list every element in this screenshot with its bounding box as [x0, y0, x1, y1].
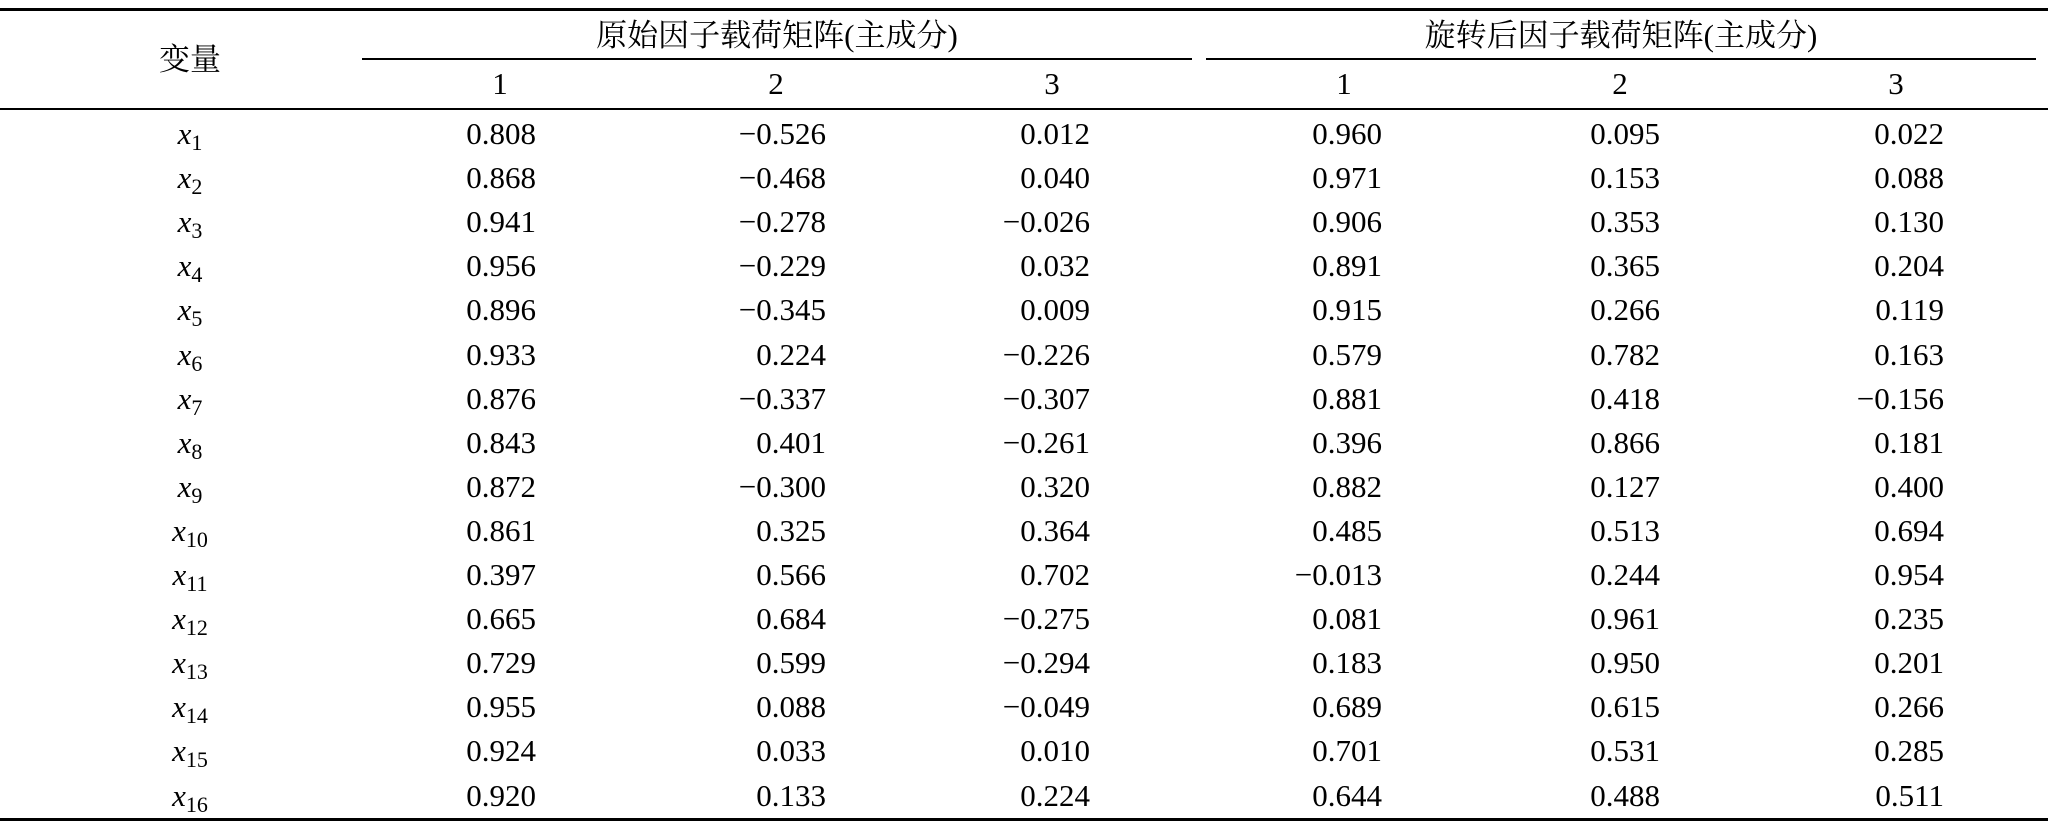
table-cell: 0.891	[1312, 248, 1382, 284]
table-cell: 0.566	[756, 557, 826, 592]
table-cell: 0.204	[1874, 248, 1944, 284]
group-header-rotated: 旋转后因子载荷矩阵(主成分)	[1424, 18, 1818, 53]
top-rule	[0, 8, 2048, 11]
table-cell: 0.513	[1590, 512, 1660, 548]
variable-symbol: x	[177, 336, 192, 372]
column-header: 1	[1336, 66, 1352, 101]
table-cell: 0.163	[1874, 336, 1944, 372]
column-header: 3	[1044, 66, 1060, 101]
table-cell: −0.226	[1002, 336, 1090, 372]
table-cell: 0.009	[1020, 292, 1090, 328]
table-cell: −0.278	[738, 204, 826, 240]
table-cell: 0.808	[466, 116, 536, 151]
table-cell: 0.684	[756, 601, 826, 637]
variable-subscript: 3	[191, 218, 203, 244]
variable-subscript: 5	[191, 306, 203, 332]
column-header: 2	[1612, 66, 1628, 101]
variable-subscript: 2	[191, 174, 203, 200]
table-cell: 0.127	[1590, 468, 1660, 504]
variable-subscript: 13	[185, 659, 208, 685]
table-cell: 0.599	[756, 645, 826, 681]
table-cell: −0.526	[738, 116, 826, 151]
table-cell: −0.307	[1002, 380, 1090, 416]
group-header-original: 原始因子载荷矩阵(主成分)	[596, 18, 958, 53]
table-cell: 0.915	[1312, 292, 1382, 328]
variable-symbol: x	[172, 777, 186, 813]
table-cell: −0.468	[738, 160, 826, 196]
table-cell: 0.032	[1020, 248, 1090, 284]
table-cell: 0.285	[1874, 733, 1944, 769]
column-header: 2	[768, 66, 784, 101]
table-cell: 0.702	[1020, 557, 1090, 592]
table-cell: 0.133	[756, 777, 826, 813]
table-cell: 0.081	[1312, 601, 1382, 637]
table-cell: 0.644	[1312, 777, 1382, 813]
table-cell: 0.896	[466, 292, 536, 328]
table-cell: 0.418	[1590, 380, 1660, 416]
table-cell: 0.956	[466, 248, 536, 284]
table-cell: 0.881	[1312, 380, 1382, 416]
variable-subscript: 7	[191, 394, 203, 420]
table-cell: 0.920	[466, 777, 536, 813]
table-cell: −0.229	[738, 248, 826, 284]
variable-symbol: x	[177, 160, 192, 196]
table-cell: 0.866	[1590, 424, 1660, 460]
table-cell: 0.615	[1590, 689, 1660, 725]
variable-symbol: x	[172, 557, 187, 592]
table-cell: 0.694	[1874, 512, 1944, 548]
table-cell: 0.933	[466, 336, 536, 372]
table-cell: 0.906	[1312, 204, 1382, 240]
table-cell: 0.224	[756, 336, 826, 372]
variable-subscript: 1	[191, 130, 203, 155]
table-cell: 0.325	[756, 512, 826, 548]
table-cell: −0.049	[1002, 689, 1090, 725]
table-cell: 0.861	[466, 512, 536, 548]
variable-subscript: 8	[191, 438, 203, 464]
table-cell: 0.701	[1312, 733, 1382, 769]
table-cell: 0.153	[1590, 160, 1660, 196]
table-cell: −0.300	[738, 468, 826, 504]
table-cell: 0.488	[1590, 777, 1660, 813]
table-cell: −0.345	[738, 292, 826, 328]
variable-symbol: x	[172, 512, 186, 548]
table-cell: −0.013	[1294, 557, 1382, 592]
table-cell: 0.266	[1874, 689, 1944, 725]
table-cell: 0.924	[466, 733, 536, 769]
table-cell: 0.022	[1874, 116, 1944, 151]
table-cell: 0.224	[1020, 777, 1090, 813]
variable-subscript: 6	[191, 350, 203, 376]
table-cell: 0.954	[1874, 557, 1944, 592]
table-cell: 0.119	[1875, 292, 1944, 328]
table-cell: 0.088	[1874, 160, 1944, 196]
table-cell: 0.531	[1590, 733, 1660, 769]
table-cell: −0.261	[1002, 424, 1090, 460]
group-right-underline	[1206, 58, 2036, 60]
table-cell: 0.782	[1590, 336, 1660, 372]
variable-symbol: x	[172, 733, 186, 769]
table-cell: 0.365	[1590, 248, 1660, 284]
table-cell: 0.868	[466, 160, 536, 196]
table-cell: 0.396	[1312, 424, 1382, 460]
variable-symbol: x	[172, 601, 186, 637]
table-cell: 0.665	[466, 601, 536, 637]
table-cell: 0.955	[466, 689, 536, 725]
variable-subscript: 11	[186, 571, 208, 596]
table-cell: 0.088	[756, 689, 826, 725]
table-cell: 0.320	[1020, 468, 1090, 504]
variable-symbol: x	[177, 292, 192, 328]
table-cell: 0.266	[1590, 292, 1660, 328]
variable-subscript: 10	[185, 526, 208, 552]
variable-subscript: 9	[191, 482, 203, 508]
variable-symbol: x	[177, 380, 192, 416]
variable-symbol: x	[177, 468, 192, 504]
table-cell: −0.294	[1002, 645, 1090, 681]
table-cell: 0.843	[466, 424, 536, 460]
table-cell: −0.026	[1002, 204, 1090, 240]
variable-symbol: x	[177, 424, 192, 460]
table-cell: 0.400	[1874, 468, 1944, 504]
table-cell: 0.876	[466, 380, 536, 416]
table-cell: 0.971	[1312, 160, 1382, 196]
table-cell: 0.950	[1590, 645, 1660, 681]
variable-symbol: x	[177, 116, 192, 151]
table-cell: 0.353	[1590, 204, 1660, 240]
table-cell: 0.689	[1312, 689, 1382, 725]
table-cell: 0.579	[1312, 336, 1382, 372]
table-cell: 0.511	[1875, 777, 1944, 813]
table-cell: 0.960	[1312, 116, 1382, 151]
table-cell: 0.183	[1312, 645, 1382, 681]
table-cell: 0.882	[1312, 468, 1382, 504]
table-cell: 0.364	[1020, 512, 1090, 548]
variable-symbol: x	[172, 689, 186, 725]
variable-header: 变量	[159, 42, 221, 77]
variable-subscript: 16	[185, 791, 208, 817]
bottom-rule	[0, 818, 2048, 821]
variable-subscript: 15	[185, 747, 208, 773]
table-cell: 0.012	[1020, 116, 1090, 151]
table-cell: −0.337	[738, 380, 826, 416]
table-cell: 0.961	[1590, 601, 1660, 637]
variable-subscript: 4	[191, 262, 203, 288]
table-cell: 0.401	[756, 424, 826, 460]
table-cell: 0.235	[1874, 601, 1944, 637]
variable-symbol: x	[177, 248, 192, 284]
table-cell: 0.941	[466, 204, 536, 240]
table-cell: 0.130	[1874, 204, 1944, 240]
header-bottom-rule	[0, 108, 2048, 110]
table-cell: 0.872	[466, 468, 536, 504]
table-cell: −0.156	[1856, 380, 1944, 416]
group-left-underline	[362, 58, 1192, 60]
table-cell: 0.033	[756, 733, 826, 769]
table-cell: 0.244	[1590, 557, 1660, 592]
variable-symbol: x	[177, 204, 192, 240]
table-cell: −0.275	[1002, 601, 1090, 637]
table-cell: 0.729	[466, 645, 536, 681]
variable-subscript: 12	[185, 615, 208, 641]
table-cell: 0.201	[1874, 645, 1944, 681]
column-header: 1	[492, 66, 508, 101]
table-cell: 0.485	[1312, 512, 1382, 548]
table-cell: 0.181	[1874, 424, 1944, 460]
table-cell: 0.397	[466, 557, 536, 592]
variable-symbol: x	[172, 645, 186, 681]
table-cell: 0.040	[1020, 160, 1090, 196]
table-cell: 0.095	[1590, 116, 1660, 151]
variable-cell	[130, 774, 250, 827]
table-cell: 0.010	[1020, 733, 1090, 769]
column-header: 3	[1888, 66, 1904, 101]
variable-subscript: 14	[185, 703, 208, 729]
